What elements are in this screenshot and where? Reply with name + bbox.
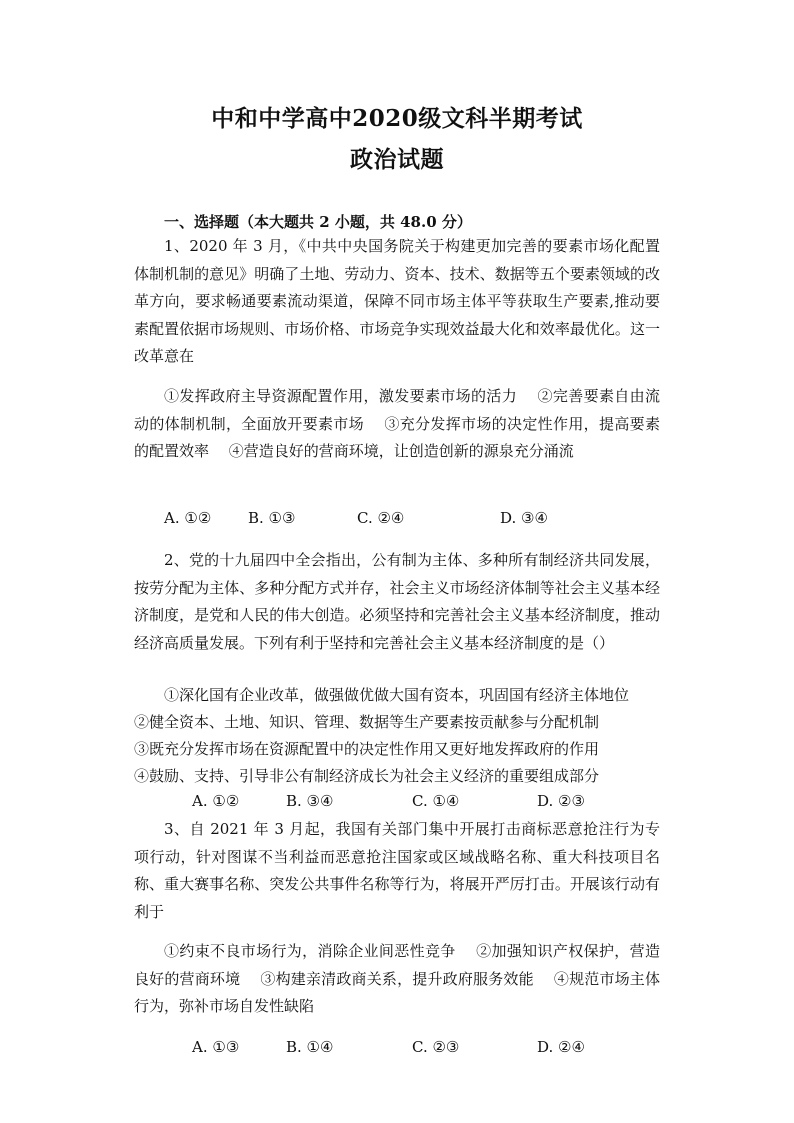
question-2-item-2: ②健全资本、土地、知识、管理、数据等生产要素按贡献参与分配机制 [134,713,600,731]
question-3-option-c: C. ②③ [412,1038,460,1056]
question-2-option-c: C. ①④ [412,792,460,810]
question-2-option-a: A. ①② [192,792,240,810]
question-2-item-4: ④鼓励、支持、引导非公有制经济成长为社会主义经济的重要组成部分 [134,767,600,785]
question-3-option-b: B. ①④ [286,1038,334,1056]
section-heading: 一、选择题（本大题共 2 小题，共 48.0 分） [164,213,472,231]
question-3-option-d: D. ②④ [537,1038,585,1056]
question-1-items: ①发挥政府主导资源配置作用，激发要素市场的活力 ②完善要素自由流动的体制机制，全面放开要素市场 ③充分发挥市场的决定性作用，提高要素的配置效率 ④营造良好的营商环境，让创造创新的源泉充分涌流 [134,387,660,460]
question-2-item-1: ①深化国有企业改革，做强做优做大国有资本，巩固国有经济主体地位 [164,686,630,704]
question-2-option-d: D. ②③ [537,792,585,810]
question-1-option-b: B. ①③ [248,509,296,527]
question-2-stem: 2、党的十九届四中全会指出，公有制为主体、多种所有制经济共同发展，按劳分配为主体、多种分配方式并存，社会主义市场经济体制等社会主义基本经济制度，是党和人民的伟大创造。必须坚持和完善社会主义基本经济制度，推动经济高质量发展。下列有利于坚持和完善社会主义基本经济制度的是（） [134,551,660,652]
question-3-items: ①约束不良市场行为，消除企业间恶性竞争 ②加强知识产权保护，营造良好的营商环境 ③构建亲清政商关系，提升政府服务效能 ④规范市场主体行为，弥补市场自发性缺陷 [134,942,660,1015]
question-3-stem: 3、自 2021 年 3 月起，我国有关部门集中开展打击商标恶意抢注行为专项行动，针对图谋不当利益而恶意抢注国家或区域战略名称、重大科技项目名称、重大赛事名称、突发公共事件名称等行为，将展开严厉打击。开展该行动有利于 [134,820,660,921]
question-1-option-d: D. ③④ [500,509,548,527]
question-1-stem: 1、2020 年 3 月，《中共中央国务院关于构建更加完善的要素市场化配置体制机制的意见》明确了土地、劳动力、资本、技术、数据等五个要素领域的改革方向，要求畅通要素流动渠道，保障不同市场主体平等获取生产要素,推动要素配置依据市场规则、市场价格、市场竞争实现效益最大化和效率最优化。这一改革意在 [134,237,660,365]
question-1-option-a: A. ①② [164,509,212,527]
question-2-item-3: ③既充分发挥市场在资源配置中的决定性作用又更好地发挥政府的作用 [134,740,600,758]
question-1-option-c: C. ②④ [357,509,405,527]
exam-subtitle: 政治试题 [350,146,444,173]
question-3-option-a: A. ①③ [192,1038,240,1056]
question-2-option-b: B. ③④ [286,792,334,810]
exam-title: 中和中学高中2020级文科半期考试 [211,105,583,132]
